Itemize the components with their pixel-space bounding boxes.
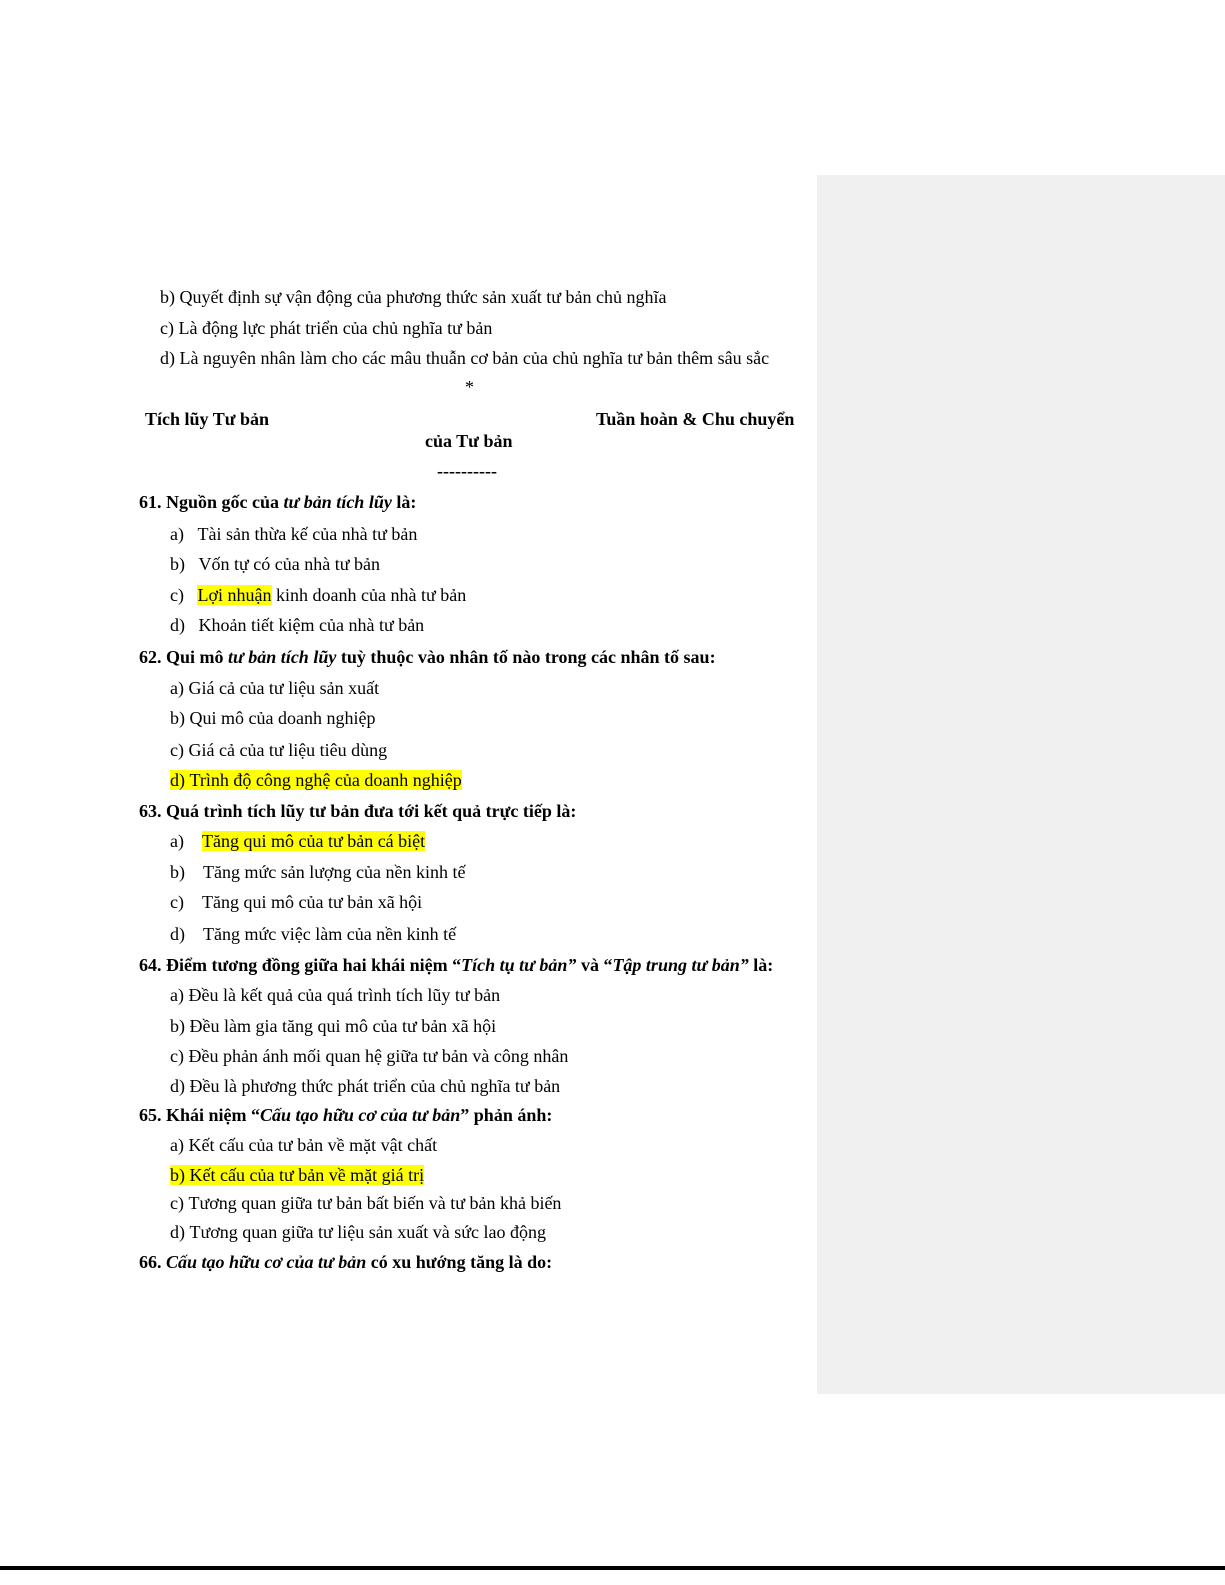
q65-option-c: c) Tương quan giữa tư bản bất biến và tư bản khả biến [170,1193,562,1213]
answer-highlight: Tăng qui mô của tư bản cá biệt [201,831,426,851]
q64-option-b: b) Đều làm gia tăng qui mô của tư bản xã hội [170,1016,497,1036]
answer-highlight: Lợi nhuận [197,585,272,605]
page-bottom-rule [0,1566,1225,1570]
q64-option-d: d) Đều là phương thức phát triển của chủ nghĩa tư bản [170,1076,561,1096]
q61-option-d: d) Khoản tiết kiệm của nhà tư bản [170,615,425,635]
question-62: 62. Qui mô tư bản tích lũy tuỳ thuộc vào nhân tố nào trong các nhân tố sau: [139,647,716,667]
q63-option-a: a) Tăng qui mô của tư bản cá biệt [170,831,426,851]
section-header-right: Tuần hoàn & Chu chuyển [596,409,795,429]
section-header-left: Tích lũy Tư bản [145,409,270,429]
question-61: 61. Nguồn gốc của tư bản tích lũy là: [139,492,417,512]
q62-option-c: c) Giá cả của tư liệu tiêu dùng [170,740,388,760]
q63-option-d: d) Tăng mức việc làm của nền kinh tế [170,924,457,944]
option-prev-d: d) Là nguyên nhân làm cho các mâu thuẫn cơ bản của chủ nghĩa tư bản thêm sâu sắc [160,348,770,368]
q65-option-a: a) Kết cấu của tư bản về mặt vật chất [170,1135,438,1155]
question-65: 65. Khái niệm “Cấu tạo hữu cơ của tư bản” phản ánh: [139,1105,553,1125]
answer-highlight: d) Trình độ công nghệ của doanh nghiệp [170,770,462,790]
q65-option-b [170,1164,424,1186]
option-prev-b: b) Quyết định sự vận động của phương thức sản xuất tư bản chủ nghĩa [160,287,667,307]
section-header-second-line: của Tư bản [425,431,513,451]
option-prev-c: c) Là động lực phát triển của chủ nghĩa tư bản [160,318,493,338]
q63-option-b: b) Tăng mức sản lượng của nền kinh tế [170,862,466,882]
q64-option-a: a) Đều là kết quả của quá trình tích lũy tư bản [170,985,501,1005]
section-header-dashes: ---------- [437,461,497,481]
q62-option-d [170,769,462,791]
q65-option-d: d) Tương quan giữa tư liệu sản xuất và sức lao động [170,1222,546,1242]
q62-option-a: a) Giá cả của tư liệu sản xuất [170,678,380,698]
q61-option-c: c) Lợi nhuận kinh doanh của nhà tư bản [170,585,467,605]
separator-star: * [465,377,474,397]
answer-highlight: b) Kết cấu của tư bản về mặt giá trị [170,1165,425,1185]
q62-option-b: b) Qui mô của doanh nghiệp [170,708,376,728]
q64-option-c: c) Đều phản ánh mối quan hệ giữa tư bản và công nhân [170,1046,569,1066]
q61-option-b: b) Vốn tự có của nhà tư bản [170,554,380,574]
comment-pane [817,175,1225,1394]
question-66: 66. Cấu tạo hữu cơ của tư bản có xu hướng tăng là do: [139,1252,553,1272]
question-64: 64. Điểm tương đồng giữa hai khái niệm “Tích tụ tư bản” và “Tập trung tư bản” là: [139,955,774,975]
question-63: 63. Quá trình tích lũy tư bản đưa tới kết quả trực tiếp là: [139,801,577,821]
q63-option-c: c) Tăng qui mô của tư bản xã hội [170,892,423,912]
q61-option-a: a) Tài sản thừa kế của nhà tư bản [170,524,418,544]
